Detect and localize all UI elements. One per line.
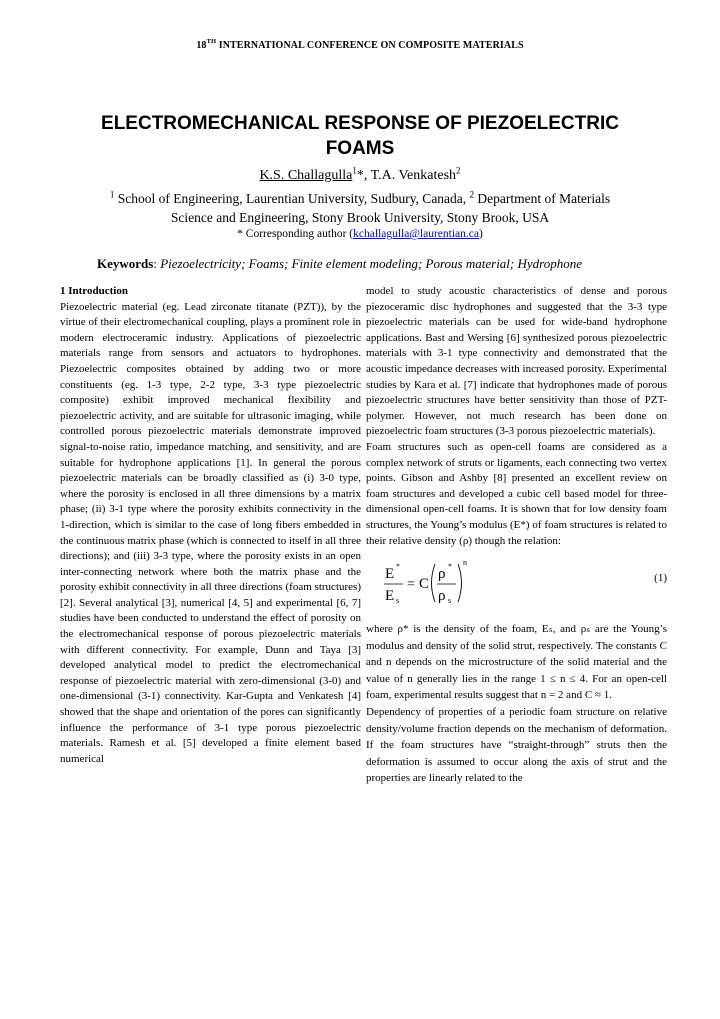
affiliation-line-1 (60, 189, 660, 208)
affil-2-text-1: Department of Materials (474, 191, 611, 206)
corresponding-author (0, 228, 720, 240)
author-list (0, 165, 720, 184)
right-column (366, 284, 667, 787)
author-2-affil-sup: 2 (456, 165, 461, 176)
keywords-line (97, 256, 697, 272)
eq-den-E: E (385, 588, 395, 605)
eq-den-rho: ρ (438, 588, 446, 605)
running-head-prefix: 18 (196, 40, 207, 51)
equation-1 (366, 555, 667, 611)
keywords-text: Piezoelectricity; Foams; Finite element modeling; Porous material; Hydrophone (160, 256, 583, 271)
running-head (0, 37, 720, 51)
left-column (60, 284, 361, 767)
running-head-sup: TH (206, 37, 217, 45)
eq-constant-C: C (419, 576, 430, 593)
affil-sup-1: 1 (109, 189, 115, 200)
right-paragraph-2: Foam structures such as open-cell foams are considered as a complex network of struts or ligaments, each connecting two vertex points. Gibson and Ashby [8] presented an excellent review on foam structures and developed a cubic cell based model for three-dimensional open-cell foams. It is shown that for low density foam structures, the Young’s modulus (E*) of foam structures is related to their relative density (ρ) though the relation: (366, 440, 667, 547)
right-paragraph-3: where ρ* is the density of the foam, Eₛ, and ρₛ are the Young’s modulus and density of the solid strut, respectively. The constants C and n depends on the microstructure of the solid material and the value of n generally lies in the range 1 ≤ n ≤ 4. For an open-cell foam, experimental results suggest that n = 2 and C ≈ 1. (366, 623, 667, 702)
section-heading-introduction: 1 Introduction (60, 285, 128, 297)
author-1-affil-sup: 1 (352, 165, 357, 176)
keywords-sep: : (153, 256, 161, 271)
author-2: T.A. Venkatesh (370, 168, 457, 183)
eq-num-E-sup: * (396, 562, 400, 572)
affil-1-text: School of Engineering, Laurentian University, Sudbury, Canada, (114, 191, 470, 206)
eq-den-E-sub: s (396, 596, 400, 606)
affiliations (60, 189, 660, 227)
intro-paragraph-1: Piezoelectric material (eg. Lead zirconate titanate (PZT)), by the virtue of their electromechanical coupling, plays a prominent role in modern electroceramic industry. Applications of piezoelectric materials range from sensors and actuators to hydrophones. Piezoelectric composites obtained by adding two or more constituents (eg. 1-3 type, 2-2 type, 3-3 type piezoelectric composite) exhibit improved mechanical flexibility and piezoelectric activity, and are suitable for ultrasonic imaging, while controlled porous piezoelectric materials demonstrate improved signal-to-noise ratio, impedance matching, and sensitivity, and are suitable for hydrophone applications [1]. In general the porous piezoelectric materials can be broadly classified as (i) 3-0 type, where the porosity is enclosed in all three dimensions by a matrix phase; (ii) 3-1 type where the porosity exhibits connectivity in the 1-direction, which is similar to the case of long fibers embedded in the continuous matrix phase (which is connected to itself in all three directions); and (iii) 3-3 type, where the porosity exists in an open inter-connecting network where both the matrix phase and the porosity exhibit connectivity in all three directions (foam structures) [2]. Several analytical [3], numerical [4, 5] and experimental [6, 7] studies have been conducted to understand the effect of porosity on the electromechanical response of porous piezoelectric materials with different connectivity. For example, Dunn and Taya [3] developed analytical model to predict the electromechanical response of piezoelectric material with zero-dimensional (3-0) and one-dimensional (3-1) connectivity. Kar-Gupta and Venkatesh [4] showed that the shape and orientation of the pores can significantly influence the performance of 3-1 type porous piezoelectric materials. Ramesh et al. [5] developed a finite element based numerical (60, 300, 361, 765)
keywords-label: Keywords (97, 256, 154, 271)
corr-suffix: ) (478, 228, 483, 240)
eq-num-rho: ρ (438, 566, 446, 583)
equation-number: (1) (654, 572, 667, 585)
paper-title (60, 111, 660, 161)
affiliation-line-2: Science and Engineering, Stony Brook University, Stony Brook, USA (170, 210, 550, 225)
right-paragraph-4: Dependency of properties of a periodic foam structure on relative density/volume fraction depends on the mechanism of deformation. If the foam structures have “straight-through” struts then the deformation is assumed to occur along the axis of strut and the properties are linearly related to the (366, 706, 667, 785)
eq-den-rho-sub: s (448, 596, 452, 606)
eq-num-rho-sup: * (448, 562, 452, 572)
right-paragraph-1: model to study acoustic characteristics of dense and porous piezoceramic disc hydrophones and suggested that the 3-3 type piezoelectric materials can be used for wide-band hydrophone applications. Bast and Wersing [6] synthesized porous piezoelectric materials with 3-1 type connectivity and demonstrated that the acoustic impedance decreases with increased porosity. Experimental studies by Kara et al. [7] indicate that hydrophones made of porous piezoelectric structures have better sensitivity than those of PZT-polymer. However, not much research has been done on piezoelectric foam structures (3-3 porous piezoelectric materials). (366, 285, 667, 438)
eq-right-paren (458, 564, 462, 602)
running-head-rest: INTERNATIONAL CONFERENCE ON COMPOSITE MATERIALS (216, 40, 524, 51)
corr-email-link[interactable]: kchallagulla@laurentian.ca (353, 228, 479, 240)
eq-exponent-n: n (463, 558, 467, 568)
eq-num-E: E (385, 566, 395, 583)
equation-1-graphic (366, 555, 566, 611)
title-line-1: ELECTROMECHANICAL RESPONSE OF PIEZOELECTRIC (101, 113, 619, 134)
author-1-mark: *, (356, 168, 371, 183)
author-1: K.S. Challagulla (259, 168, 353, 183)
title-line-2: FOAMS (325, 138, 395, 159)
eq-left-paren (432, 564, 436, 602)
corr-prefix: * Corresponding author ( (237, 228, 354, 240)
eq-equals-sign: = (407, 577, 415, 593)
affil-sup-2: 2 (469, 189, 475, 200)
